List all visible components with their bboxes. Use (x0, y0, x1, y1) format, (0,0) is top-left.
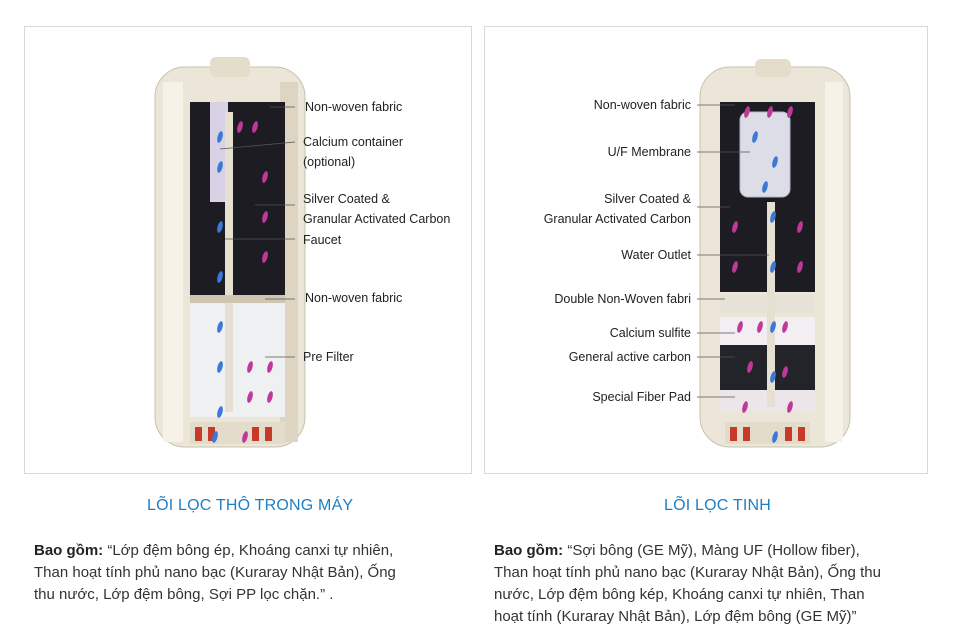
coarse-filter-description (34, 540, 396, 606)
desc-line: thu nước, Lớp đệm bông, Sợi PP lọc chặn.” . (34, 586, 334, 603)
fine-filter-panel (484, 26, 928, 474)
callout-uf-membrane: U/F Membrane (607, 145, 691, 159)
callout-silver-coated: Silver Coated & (303, 192, 390, 206)
callout-non-woven-fabric: Non-woven fabric (593, 98, 691, 112)
desc-line: “Sợi bông (GE Mỹ), Màng UF (Hollow fiber), (567, 542, 860, 559)
callout-faucet: Faucet (303, 233, 342, 247)
fine-filter-cutaway-image (485, 27, 928, 474)
callout-pre-filter: Pre Filter (303, 350, 354, 364)
desc-line: Than hoạt tính phủ nano bạc (Kuraray Nhật Bản), Ống (34, 564, 396, 581)
callout-granular-carbon: Granular Activated Carbon (303, 212, 451, 226)
callout-non-woven-fabric-mid: Non-woven fabric (305, 291, 403, 305)
desc-label: Bao gồm: (34, 542, 104, 559)
desc-line: Than hoạt tính phủ nano bạc (Kuraray Nhật Bản), Ống thu (494, 564, 881, 581)
desc-line: hoạt tính (Kuraray Nhật Bản), Lớp đệm bông (GE Mỹ)” (494, 608, 857, 625)
desc-line: “Lớp đệm bông ép, Khoáng canxi tự nhiên, (107, 542, 394, 559)
callout-calcium-sulfite: Calcium sulfite (609, 326, 691, 340)
desc-line: nước, Lớp đệm bông kép, Khoáng canxi tự nhiên, Than (494, 586, 865, 603)
callout-granular-carbon: Granular Activated Carbon (543, 212, 691, 226)
callout-water-outlet: Water Outlet (621, 248, 691, 262)
desc-label: Bao gồm: (494, 542, 564, 559)
coarse-filter-cutaway-image (25, 27, 472, 474)
coarse-filter-title: LÕI LỌC THÔ TRONG MÁY (147, 497, 354, 514)
callout-non-woven-fabric-top: Non-woven fabric (305, 100, 403, 114)
callout-silver-coated: Silver Coated & (604, 192, 691, 206)
callout-special-fiber-pad: Special Fiber Pad (592, 390, 691, 404)
callout-calcium-container: Calcium container (303, 135, 404, 149)
coarse-filter-panel (24, 26, 472, 474)
fine-filter-description (494, 540, 881, 628)
callout-general-active-carbon: General active carbon (568, 350, 691, 364)
callout-calcium-optional: (optional) (303, 155, 356, 169)
fine-filter-title: LÕI LỌC TINH (664, 497, 772, 514)
callout-double-non-woven: Double Non-Woven fabri (554, 292, 691, 306)
